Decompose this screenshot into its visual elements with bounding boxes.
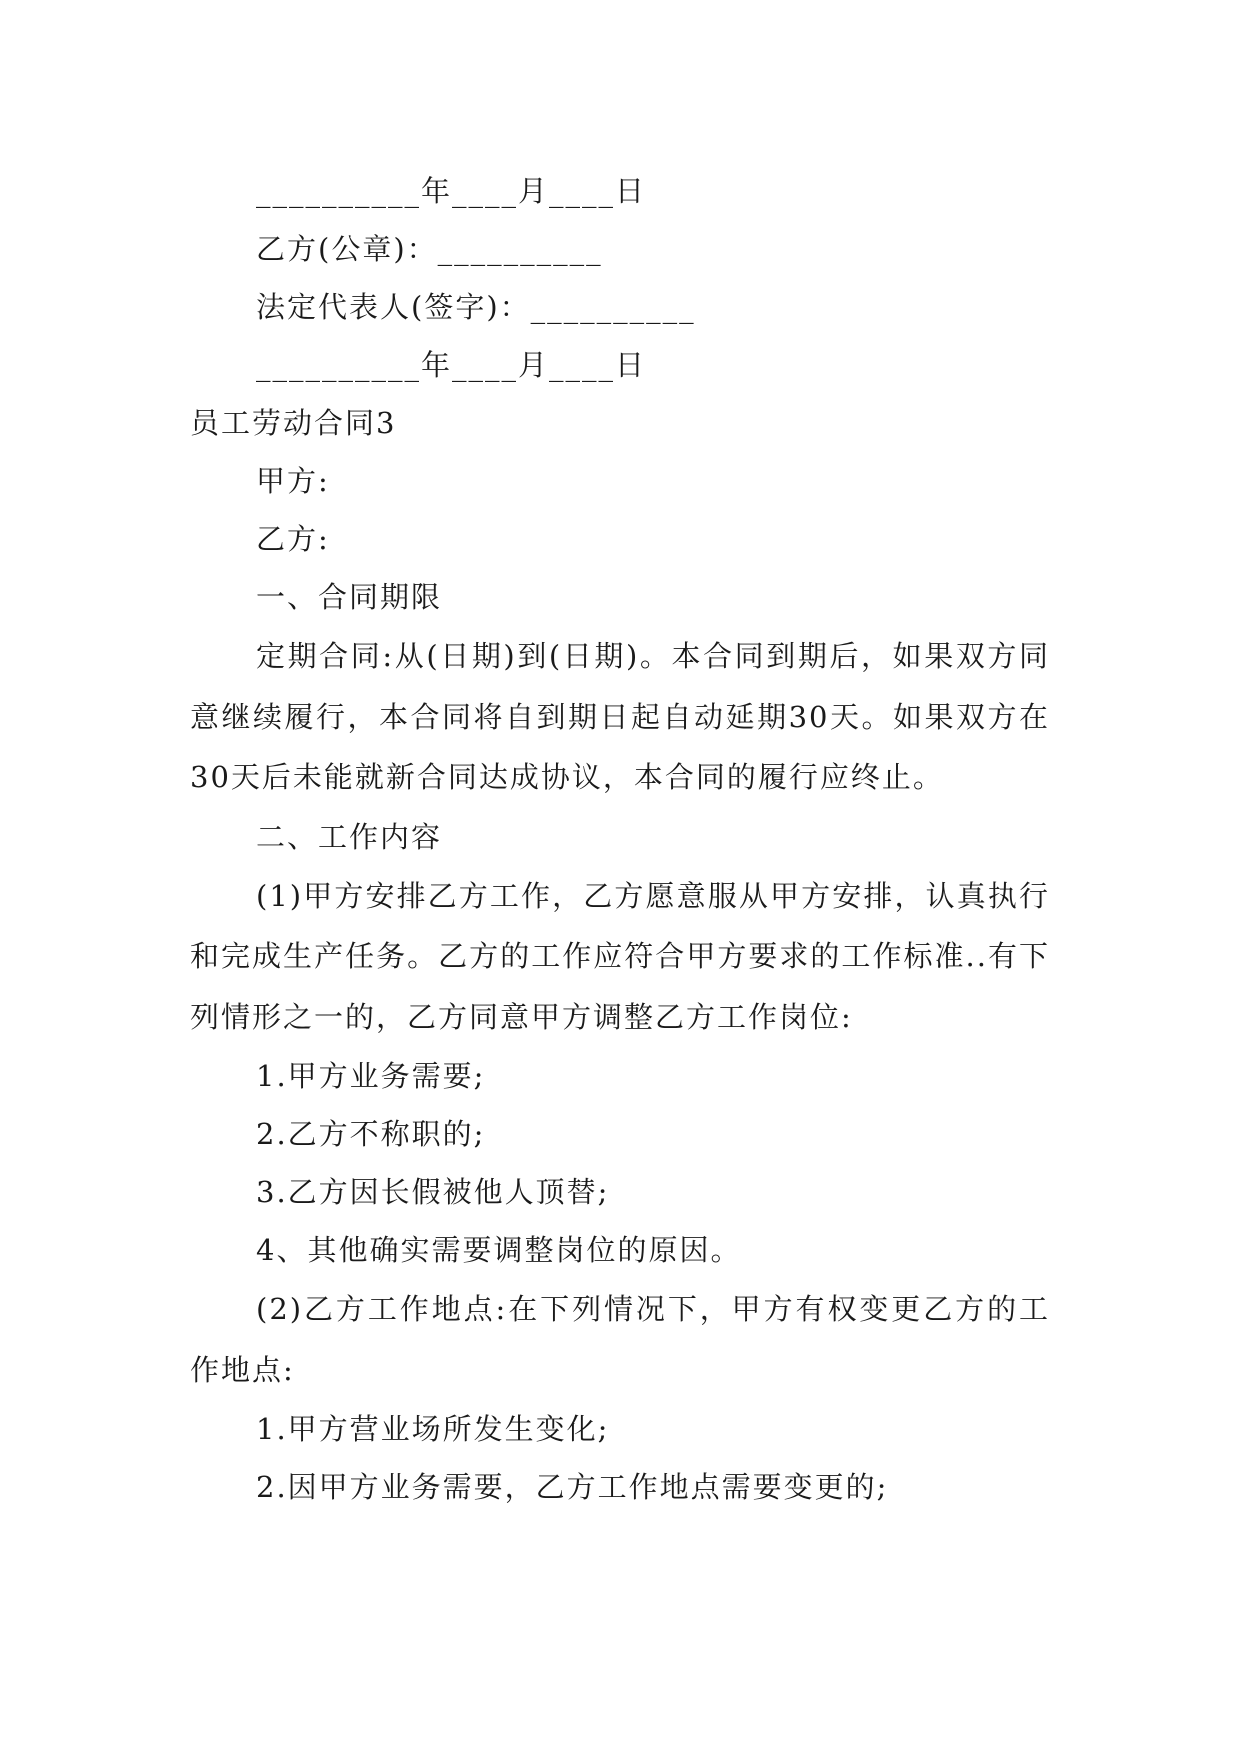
contract-title: 员工劳动合同3 (190, 406, 397, 440)
legal-rep-signature-line: 法定代表人(签字)：__________ (256, 290, 696, 324)
list-item: 3.乙方因长假被他人顶替; (256, 1175, 610, 1209)
list-item: 1.甲方营业场所发生变化; (256, 1412, 610, 1446)
section-heading-term: 一、合同期限 (256, 580, 443, 614)
party-b-label: 乙方: (256, 522, 330, 556)
party-b-seal-line: 乙方(公章)：__________ (256, 232, 603, 266)
paragraph-work-assignment: (1)甲方安排乙方工作，乙方愿意服从甲方安排，认真执行和完成生产任务。乙方的工作应符合甲方要求的工作标准..有下列情形之一的，乙方同意甲方调整乙方工作岗位: (190, 878, 1050, 1034)
list-item: 2.因甲方业务需要，乙方工作地点需要变更的; (256, 1470, 889, 1504)
document-body (190, 162, 1050, 1516)
list-item: 4、其他确实需要调整岗位的原因。 (256, 1233, 742, 1267)
section-heading-work: 二、工作内容 (256, 819, 443, 854)
party-a-label: 甲方: (256, 464, 330, 498)
date-line-1: __________年____月____日 (256, 174, 647, 208)
date-line-2: __________年____月____日 (256, 348, 647, 382)
list-item: 1.甲方业务需要; (256, 1059, 486, 1093)
paragraph-contract-term: 定期合同:从(日期)到(日期)。本合同到期后，如果双方同意继续履行，本合同将自到期日起自动延期30天。如果双方在30天后未能就新合同达成协议，本合同的履行应终止。 (190, 639, 1050, 794)
paragraph-work-location: (2)乙方工作地点:在下列情况下，甲方有权变更乙方的工作地点: (190, 1292, 1050, 1387)
list-item: 2.乙方不称职的; (256, 1117, 486, 1151)
